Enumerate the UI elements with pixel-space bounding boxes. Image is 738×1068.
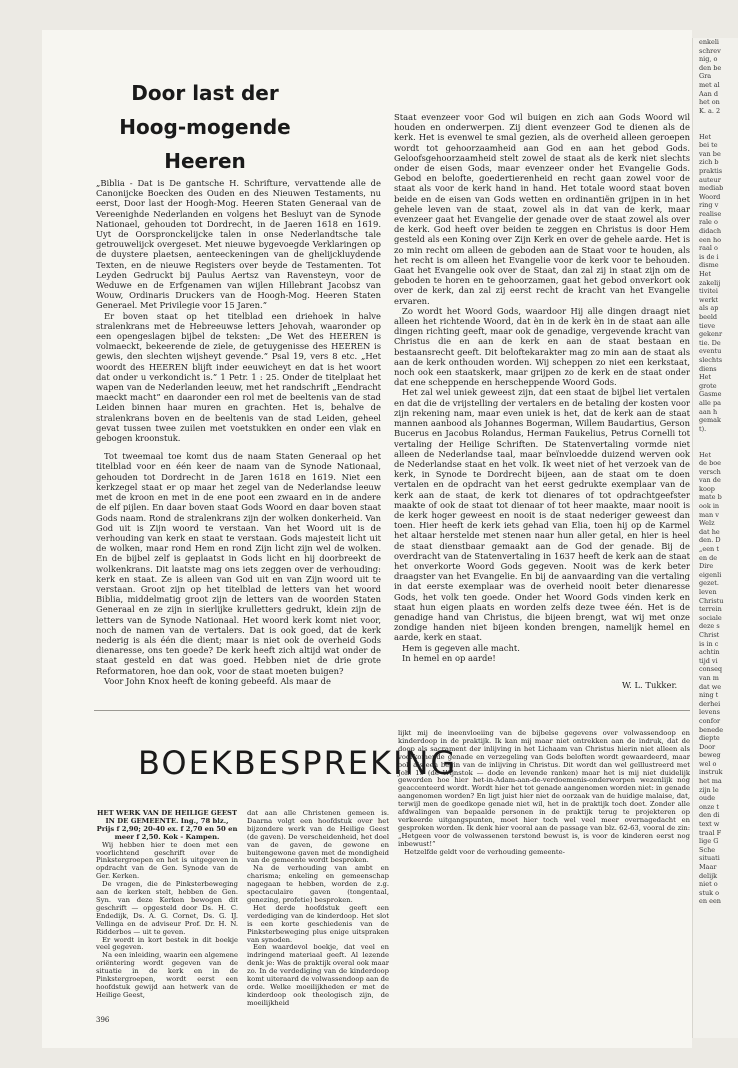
adjacent-text-fragment: Het (699, 450, 712, 459)
article-column-right (394, 112, 690, 663)
article-paragraph: Er boven staat op het titelblad een driehoek in halve stralenkrans met de Hebreeuwse letters Jehovah, waaronder op een opengeslagen bijbel de teksten: „De Wet des HEEREN is volmaeckt, bekeerende de ziele, de getuygenisse des HEEREN is gewis, den slechten wijsheyt gevende.” Psal 19, vers 8 etc. „Het woordt des HEEREN blijft inder eeuwicheyt en dat is het woort dat onder u verkondicht is.” 1 Petr. 1 : 25. Onder de titelplaat het wapen van de Nederlanden leeuw, met het randschrift „Eendracht maeckt macht” en daaronder een rol met de beeltenis van de stad Leiden binnen haar muren en grachten. Het is, behalve de stralenkrans boven en de beeltenis van de stad Leiden, geheel gevat tussen twee zuilen met voetstukken en onder een vlak en gebogen kroonstuk. (96, 310, 381, 444)
review-paragraph: Hetzelfde geldt voor de verhouding gemeente- (404, 847, 565, 856)
adjacent-text-fragment: koop (699, 484, 715, 493)
adjacent-text-fragment: het ma (699, 777, 722, 786)
adjacent-text-fragment: achtin (699, 648, 720, 657)
adjacent-text-fragment: diens (699, 364, 717, 373)
article-title (110, 76, 300, 178)
adjacent-text-fragment: t). (699, 424, 707, 433)
adjacent-text-fragment: beweg (699, 751, 721, 760)
adjacent-text-fragment: instruk (699, 768, 723, 777)
adjacent-text-fragment: benede (699, 725, 724, 734)
adjacent-text-fragment: van de (699, 476, 721, 485)
book-title: HET WERK VAN DE HEILIGE GEEST IN DE GEMEENTE. Ing., 78 blz., Prijs f 2,90; 20-40 ex. f 2,70 en 50 en meer f 2,50. Kok - Kampen. (96, 809, 238, 841)
adjacent-text-fragment: disme (699, 261, 719, 270)
adjacent-text-fragment: tivitei (699, 287, 718, 296)
adjacent-text-fragment (693, 115, 738, 124)
adjacent-text-fragment: man v (699, 510, 719, 519)
review-column-3 (398, 730, 690, 857)
article-column-left (96, 178, 381, 686)
adjacent-text-fragment: Gasme (699, 390, 722, 399)
adjacent-text-fragment: zakelij (699, 278, 721, 287)
adjacent-text-fragment: auteur (699, 175, 721, 184)
adjacent-text-fragment: van m (699, 673, 719, 682)
adjacent-text-fragment: enkeli (699, 38, 719, 46)
adjacent-text-fragment: alle pa (699, 398, 721, 407)
review-paragraph: Er wordt in kort bestek in dit boekje veel gegeven. (96, 935, 238, 952)
adjacent-text-fragment: en een (699, 897, 721, 906)
adjacent-text-fragment: confor (699, 716, 721, 725)
adjacent-text-fragment (693, 442, 738, 451)
adjacent-text-fragment: ring v (699, 201, 719, 210)
adjacent-text-fragment: raal o (699, 244, 718, 253)
review-paragraph: De vragen, die de Pinksterbeweging aan de kerken stelt, hebben de Gen. Syn. van deze Kerken bewogen dit geschrift — opgesteld door Ds. H. C. Endedijk, Ds. A. G. Cornet, Ds. G. IJ. Vellinga en de adviseur Prof. Dr. H. N. Ridderbos — uit te geven. (96, 880, 238, 936)
adjacent-text-fragment: zijn le (699, 785, 719, 794)
adjacent-text-fragment: Welz (699, 519, 715, 528)
review-column-2 (247, 810, 389, 1008)
adjacent-text-fragment: schrev (699, 46, 721, 55)
adjacent-text-fragment: Aan d (699, 89, 718, 98)
adjacent-text-fragment: mate b (699, 493, 722, 502)
adjacent-text-fragment (693, 433, 738, 442)
article-title-line-2: Hoog-mogende Heeren (119, 115, 291, 173)
adjacent-text-fragment: is in c (699, 639, 719, 648)
adjacent-text-fragment: grote (699, 381, 717, 390)
adjacent-text-fragment: den be (699, 63, 722, 72)
adjacent-text-fragment: traal F (699, 828, 722, 837)
adjacent-text-fragment: met al (699, 80, 720, 89)
adjacent-text-fragment: ning t (699, 691, 719, 700)
adjacent-text-fragment: dat we (699, 682, 722, 691)
review-paragraph: dat aan alle Christenen gemeen is. Daarna volgt een hoofdstuk over het bijzondere werk van de Heilige Geest (de gaven). De verscheidenheid, het doel van de gaven, de gewone en buitengewone gaven met de mondigheid van de gemeente wordt besproken. (247, 809, 389, 865)
adjacent-text-fragment: Sche (699, 845, 716, 854)
section-divider (94, 710, 690, 711)
adjacent-text-fragment: bei te (699, 141, 718, 150)
adjacent-text-fragment: slechts (699, 355, 723, 364)
article-paragraph: Het zal wel uniek geweest zijn, dat een staat de bijbel liet vertalen en dat die de vrijstelling der vertalers en de betaling der kosten voor zijn rekening nam, maar even uniek is het, dat de kerk aan de staat mannen aanbood als Johannes Bogerman, Willem Baudartius, Gerson Bucerus en Jacobus Rolandus, Herman Faukelius, Petrus Cornelli tot vertaling der Heilige Schriften. De Statenvertaling vormde niet alleen de Nederlandse taal, maar beïnvloedde duizend werven ook de Nederlandse staat en het volk. Ik weet niet of het verzoek van de kerk, in Synode te Dordrecht bijeen, aan de staat om te doen vertalen en de opdracht van het eerst gedrukte exemplaar van de kerk aan de staat, de kerk tot dienares of tot opdrachtgeefster maakte of ook de staat tot dienaar of tot heer maakte, maar nooit is de kerk hoger geweest en nooit is de staat nederiger geweest dan toen. Hier heeft de kerk iets gehad van Elia, toen hij op de Karmel het altaar herstelde met stenen naar hun aller getal, en hier is heel de staat dienstbaar gemaakt aan de God der genade. Bij de overdracht van de Statenvertaling in 1637 heeft de kerk aan de staat het onverkorte Woord Gods gegeven. Nooit was de kerk beter draagster van het Evangelie. En bij de aanvaarding van die vertaling in dat eerste exemplaar was de overheid nooit beter dienaresse Gods, het volk ten goede. Onder het Woord Gods vinden kerk en staat hun eigen plaats en worden zelfs deze twee één. Het is de genadige hand van Christus, die bijeen brengt, wat wij met onze zondige handen niet bijeen konden brengen, namelijk hemel en aarde, kerk en staat. (394, 387, 690, 643)
adjacent-text-fragment: is de i (699, 252, 719, 261)
adjacent-text-fragment: een ho (699, 235, 722, 244)
adjacent-text-fragment: diepte (699, 734, 720, 743)
adjacent-text-fragment: derhei (699, 699, 721, 708)
adjacent-text-fragment: praktis (699, 166, 723, 175)
review-paragraph: Na een inleiding, waarin een algemene oriëntering wordt gegeven van de situatie in de kerk en in de Pinkstergroepen, wordt eerst een hoofdstuk gewijd aan hetwerk van de Heilige Geest, (96, 951, 238, 999)
adjacent-text-fragment: tieve (699, 321, 716, 330)
adjacent-text-fragment: realise (699, 209, 722, 218)
adjacent-text-fragment: Christu (699, 596, 724, 605)
adjacent-text-fragment: Gra (699, 72, 712, 81)
adjacent-text-fragment: ook in (699, 502, 720, 511)
page-number: 396 (96, 1016, 110, 1024)
author-signature: W. L. Tukker. (622, 680, 678, 690)
adjacent-text-fragment: werkt (699, 295, 719, 304)
article-paragraph: „Biblia - Dat is De gantsche H. Schrifture, vervattende alle de Canonijcke Boecken des Ouden en des Nieuwen Testaments, nu eerst, Door last der Hoogh-Mog. Heeren Staten Generaal van de Vereenighde Nederlanden en volgens het Besluyt van de Synode Nationael, gehouden tot Dordrecht, in de Jaeren 1618 en 1619. Uyt de Oorspronckelijcke talen in onse Nederlandtsche tale getrouwelijck overgeset. Met nieuwe bygevoegde Verklaringen op de duystere plaetsen, aenteeckeningen van de ghelijckluydende Texten, en de nieuwe Registers over beyde de Testamenten. Tot Leyden Gedruckt bij Paulus Aertsz van Ravensteyn, voor de Weduwe en de Erfgenamen van wijlen Hillebrant Jacobsz van Wouw, Ordinaris Druckers van de Hoogh-Mog. Heeren Staten Generael. Met Privilegie voor 15 Jaren.” (96, 178, 381, 311)
adjacent-text-fragment: eigenli (699, 570, 722, 579)
adjacent-text-fragment: en de (699, 553, 718, 562)
review-paragraph: lijkt mij de ineenvloeiing van de bijbelse gegevens over volwassendoop en kinderdoop in de praktijk. Ik kan mij maar niet ontrekken aan de indruk, dat de doop als sacrament der inlijving in het Lichaam van Christus hierin niet alleen als voorkomende genade en verzegeling van Gods beloften wordt gewaardeerd, maar ook als een begin van de inlijving in Christus. Dit wordt dan wel geïllustreerd met Joh. 15 (de Wijnstok — dode en levende ranken) maar het is mij niet duidelijk geworden hoe hier het-in-Adam-aan-de-verdoemenis-onderworpen wezenlijk nog geaccenteerd wordt. Wordt hier het tot genade aangenomen worden niet: in genade aangenomen worden? En ligt juist hier niet de oorzaak van de huidige malaise, dat, terwijl men de goedkope genade niet wil, het in de praktijk toch doet. Zonder alle afdwalingen van bepaalde personen in de praktijk terug te projekteren op verkeerde uitgangspunten, moet hier toch wel veel meer overnagedacht en gesproken worden. Ik denk hier vooral aan de passage van blz. 62-63, vooral de zin: „Hetgeen voor de volwassenen terstond bewust is, is voor de kinderen eerst nog inbewust!” (398, 729, 690, 848)
adjacent-text-fragment: versch (699, 467, 721, 476)
article-paragraph: Voor John Knox heeft de koning gebeefd. Als maar de (104, 675, 331, 686)
adjacent-text-fragment: dat he (699, 527, 720, 536)
adjacent-text-fragment: van be (699, 149, 721, 158)
adjacent-text-fragment: deze s (699, 622, 720, 631)
adjacent-text-fragment: situati (699, 854, 720, 863)
adjacent-text-fragment: oude (699, 794, 716, 803)
adjacent-text-fragment: wel o (699, 759, 717, 768)
adjacent-text-fragment: Het (699, 270, 712, 279)
adjacent-page-edge (692, 38, 738, 1038)
adjacent-text-fragment: de boe (699, 459, 721, 468)
adjacent-text-fragment: tie. De (699, 338, 721, 347)
adjacent-text-fragment: lige G (699, 837, 719, 846)
adjacent-text-fragment: Woord (699, 192, 721, 201)
adjacent-text-fragment: K. a. 2 (699, 106, 721, 115)
article-paragraph: Tot tweemaal toe komt dus de naam Staten Generaal op het titelblad voor en één keer de naam van de Synode Nationaal, gehouden tot Dordrecht in de Jaren 1618 en 1619. Niet een kerkzegel staat er op maar het zegel van de Nederlandse leeuw met de kroon en met in de ene poot een zwaard en in de andere de elf pijlen. En daar boven staat Gods Woord en daar boven staat Gods naam. Rond de stralenkrans zijn der wolken donkerheid. Van God uit is Zijn woord te verstaan. Van het Woord uit is de verhouding van kerk en staat te verstaan. Gods majesteit licht uit de wolken, maar rond Hem en rond Zijn licht zijn wel de wolken. En de bijbel zelf is geplaatst in Gods licht en hij doorbreekt de wolkenkrans. Dit laatste mag ons iets zeggen over de verhouding: kerk en staat. Ze is alleen van God uit en van Zijn woord uit te verstaan. Groot zijn op het titelblad de letters van het woord Biblia, middelmatig groot zijn de letters van de woorden Staten Generaal en ze zijn in sierlijke krulletters gedrukt, klein zijn de letters van de Synode Nationaal. Het woord kerk komt niet voor, noch de namen van de vertalers. Dat is ook goed, dat de kerk nederig is als één die dient; maar is niet ook de overheid Gods dienaresse, ons ten goede? De kerk heeft zich altijd wat onder de staat gesteld en dat was goed. Hebben niet de drie grote Reformatoren, hoe dan ook, voor de staat moeten buigen? (96, 451, 381, 676)
adjacent-text-fragment: eventu (699, 347, 722, 356)
adjacent-text-fragment: Christ (699, 630, 720, 639)
adjacent-text-fragment: tijd vi (699, 656, 718, 665)
adjacent-text-fragment: Maar (699, 863, 717, 871)
review-paragraph: Na de verhouding van ambt en charisma; enkeling en gemeenschap nagegaan te hebben, worden de z.g. spectaculaire gaven (tongentaal, genezing, profetie) besproken. (247, 864, 389, 904)
review-section-heading: BOEKBESPREKING (138, 744, 458, 782)
article-title-line-1: Door last der (131, 81, 279, 105)
adjacent-text-fragment: stuk o (699, 888, 720, 897)
magazine-page (42, 30, 692, 1048)
adjacent-text-fragment: delijk (699, 871, 718, 880)
adjacent-text-fragment: gemak (699, 416, 721, 425)
adjacent-text-fragment: aan h (699, 407, 718, 416)
adjacent-text-fragment: Het (699, 132, 712, 141)
article-paragraph: Zo wordt het Woord Gods, waardoor Hij alle dingen draagt niet alleen het richtende Woord, dat èn in de kerk èn in de staat aan alle dingen richting geeft, maar ook de genadige, vergevende kracht van Christus die en aan de kerk en aan de staat bestaan en bestaansrecht geeft. Dit beloftekarakter mag zo min aan de staat als aan de kerk onthouden worden. Wij scheppen zo niet een kerkstaat, noch ook een staatskerk, maar grijpen zo de kerk en de staat onder dat ene scheppende en herscheppende Woord Gods. (394, 305, 690, 388)
adjacent-text-fragment: mediab (699, 184, 724, 193)
adjacent-text-fragment: het on (699, 98, 720, 107)
adjacent-text-fragment: gezet. (699, 579, 719, 588)
adjacent-text-fragment: gekenr (699, 330, 723, 339)
closing-line: Hem is gegeven alle macht. (402, 642, 520, 653)
adjacent-text-fragment: beeld (699, 313, 718, 321)
adjacent-text-fragment: text w (699, 820, 720, 829)
adjacent-text-fragment: „een t (699, 545, 719, 554)
review-column-1 (96, 810, 238, 1000)
adjacent-text-fragment: den di (699, 811, 720, 820)
review-paragraph: Het derde hoofdstuk geeft een verdediging van de kinderdoop. Het slot is een korte geschiedenis van de Pinksterbeweging plus enige uitspraken van synoden. (247, 903, 389, 944)
adjacent-text-fragment: levens (699, 708, 720, 717)
adjacent-text-fragment: Dire (699, 562, 714, 571)
adjacent-text-fragment: onze t (699, 802, 720, 811)
review-paragraph: Wij hebben hier te doen met een voorlichtend geschrift over de Pinkstergroepen en het is uitgegeven in opdracht van de Gen. Synode van de Ger. Kerken. (96, 840, 238, 881)
adjacent-text-fragment: Door (699, 742, 716, 751)
adjacent-text-fragment: leven (699, 588, 717, 596)
adjacent-text-fragment: conseq (699, 665, 723, 674)
adjacent-text-fragment: rale o (699, 218, 718, 227)
adjacent-text-fragment: als ap (699, 304, 719, 313)
adjacent-text-fragment: zich b (699, 158, 719, 167)
adjacent-text-fragment: den. D (699, 536, 721, 545)
adjacent-text-fragment: Het (699, 373, 712, 382)
adjacent-text-fragment: niet o (699, 880, 718, 889)
adjacent-text-fragment: terrein (699, 605, 722, 614)
article-paragraph: Staat evenzeer voor God wil buigen en zich aan Gods Woord wil houden en onderwerpen. Zij dient evenzeer God te dienen als de kerk. Het is evenwel te smal gezien, als de overheid alleen geroepen wordt tot gehoorzaamheid aan God en aan het gebod Gods. Geloofsgehoorzaamheid stelt zowel de staat als de kerk niet slechts onder de eisen Gods, maar evenzeer onder het Evangelie Gods. Gebod en belofte, goedertierenheid en recht gaan zowel voor de staat als voor de kerk hand in hand. Het totale woord staat boven beide en de eisen van Gods wetten en ordinantiën grijpen in in het gehele leven van de staat, zowel als in dat van de kerk, maar evenzeer gaat het Evangelie der genade over de staat zowel als over de kerk. God heeft over beiden te zeggen en Christus is door Hem gesteld als een Koning over Zijn Kerk en over de gehele aarde. Het is zo min recht om alleen de geboden aan de Staat voor te houden, als het recht is om alleen het Evangelie voor de kerk voor te behouden. Gaat het Evangelie ook over de Staat, dan zal zij in staat zijn om de geboden te horen en te gehoorzamen, gaat het gebod onverkort ook over de kerk, dan zal zij eerst recht de kracht van het Evangelie ervaren. (394, 112, 690, 306)
adjacent-text-fragment: sociale (699, 613, 722, 622)
adjacent-text-fragment: didach (699, 227, 722, 236)
adjacent-text-fragment: nig, o (699, 55, 718, 64)
review-paragraph: Een waardevol boekje, dat veel en indringend materiaal geeft. Al lezende denk je: Was de praktijk overal ook maar zo. In de verdediging van de kinderdoop komt uiteraard de volwassendoop aan de orde. Welke moeilijkheden er met de kinderdoop ook theologisch zijn, de moeilijkheid (247, 943, 389, 1007)
adjacent-text-fragment (693, 124, 738, 133)
closing-line: In hemel en op aarde! (402, 652, 496, 663)
